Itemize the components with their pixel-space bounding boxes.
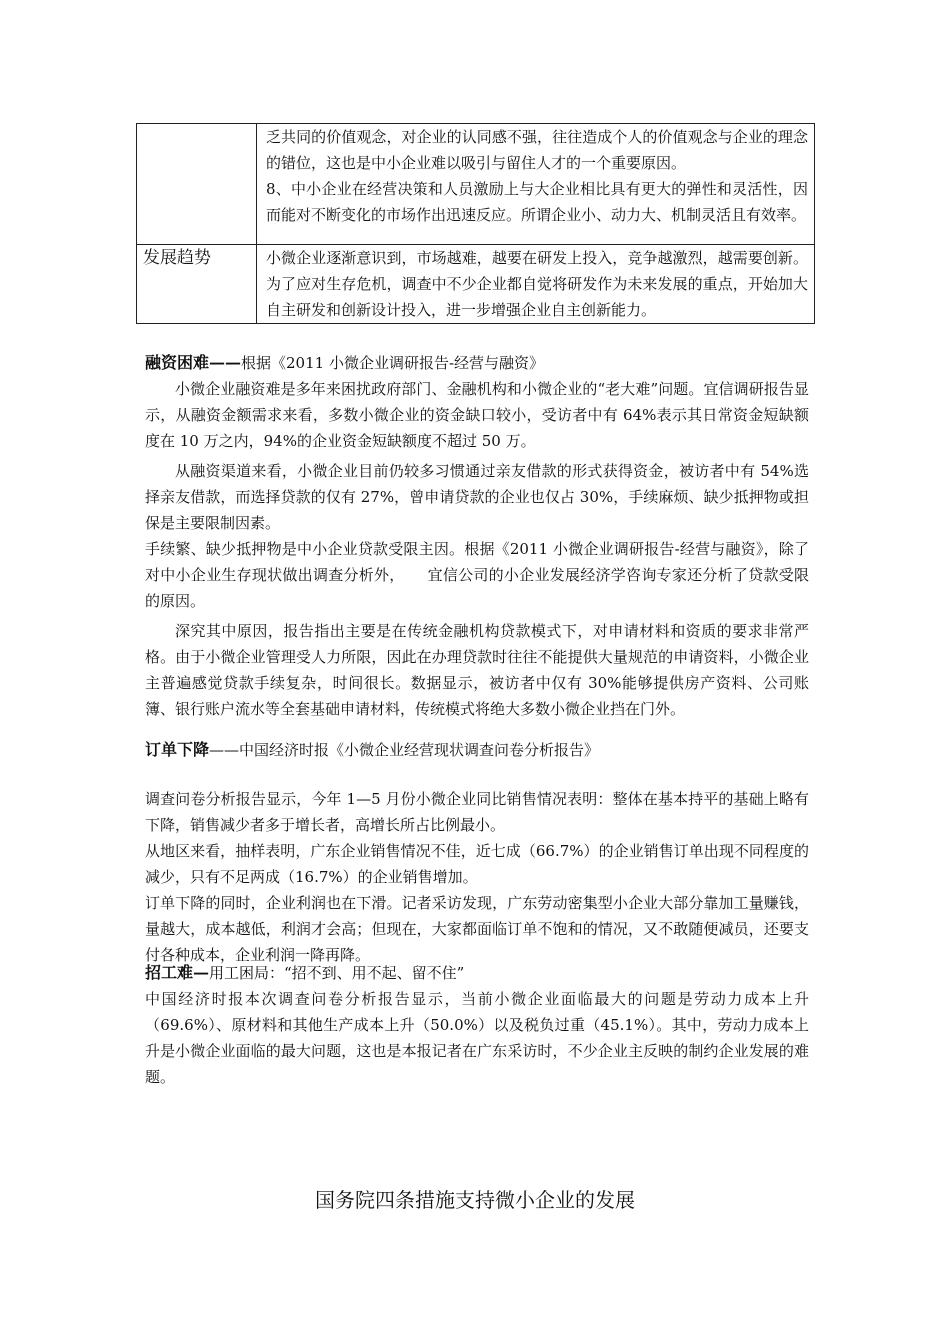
table-cell-line: 8、中小企业在经营决策和人员激励上与大企业相比具有更大的弹性和灵活性，因而能对不断变化的市场作出迅速反应。所谓企业小、动力大、机制灵活且有效率。 [266,180,808,224]
table-row-content: 小微企业逐渐意识到，市场越难，越要在研发上投入，竞争越激烈，越需要创新。为了应对生存危机，调查中不少企业都自觉将研发作为未来发展的重点，开始加大自主研发和创新设计投入，进一步增强企业自主创新能力。 [257,245,815,324]
paragraph: 小微企业融资难是多年来困扰政府部门、金融机构和小微企业的“老大难”问题。宜信调研报告显示，从融资金额需求来看，多数小微企业的资金缺口较小，受访者中有 64%表示其日常资金短缺额度在 10 万之内，94%的企业资金短缺额度不超过 50 万。 [145,380,809,450]
section-source: 用工困局：“招不到、用不起、留不住” [209,964,465,982]
financing-heading [145,350,809,376]
paragraph: 从融资渠道来看，小微企业目前仍较多习惯通过亲友借款的形式获得资金，被访者中有 54%选择亲友借款，而选择贷款的仅有 27%，曾申请贷款的企业也仅占 30%，手续麻烦、缺少抵押物或担保是主要限制因素。 [145,462,809,532]
info-table [136,123,815,324]
paragraph: 从地区来看，抽样表明，广东企业销售情况不佳，近七成（66.7%）的企业销售订单出现不同程度的减少，只有不足两成（16.7%）的企业销售增加。 [145,842,809,886]
section-heading: 融资困难—— [145,353,242,372]
document-title: 国务院四条措施支持微小企业的发展 [315,1188,635,1212]
section-heading: 订单下降 [145,740,210,759]
table-cell-line: 乏共同的价值观念，对企业的认同感不强，往往造成个人的价值观念与企业的理念的错位，这也是中小企业难以吸引与留住人才的一个重要原因。 [266,128,808,172]
orders-heading [145,737,809,763]
paragraph: 调查问卷分析报告显示，今年 1—5 月份小微企业同比销售情况表明：整体在基本持平的基础上略有下降，销售减少者多于增长者，高增长所占比例最小。 [145,790,809,834]
hiring-heading [145,960,809,986]
financing-body [145,376,809,722]
orders-body [145,786,809,968]
hiring-body [145,986,809,1090]
section-source: ——中国经济时报《小微企业经营现状调查问卷分析报告》 [209,741,600,759]
paragraph: 手续繁、缺少抵押物是中小企业贷款受限主因。根据《2011 小微企业调研报告-经营与融资》，除了对中小企业生存现状做出调查分析外， 宜信公司的小企业发展经济学咨询专家还分析了贷款受限的原因。 [145,540,809,610]
table-row-label: 发展趋势 [137,245,257,324]
paragraph: 深究其中原因，报告指出主要是在传统金融机构贷款模式下，对申请材料和资质的要求非常严格。由于小微企业管理受人力所限，因此在办理贷款时往往不能提供大量规范的申请资料，小微企业主普遍感觉贷款手续复杂，时间很长。数据显示，被访者中仅有 30%能够提供房产资料、公司账簿、银行账户流水等全套基础申请材料，传统模式将绝大多数小微企业挡在门外。 [145,622,809,718]
table-row [137,124,815,245]
table-row-label [137,124,257,245]
paragraph: 订单下降的同时，企业利润也在下滑。记者采访发现，广东劳动密集型小企业大部分靠加工量赚钱，量越大，成本越低，利润才会高；但现在，大家都面临订单不饱和的情况，又不敢随便减员，还要支付各种成本，企业利润一降再降。 [145,894,809,964]
table-row [137,245,815,324]
table-row-content [257,124,815,245]
paragraph: 中国经济时报本次调查问卷分析报告显示，当前小微企业面临最大的问题是劳动力成本上升（69.6%）、原材料和其他生产成本上升（50.0%）以及税负过重（45.1%）。其中，劳动力成本上升是小微企业面临的最大问题，这也是本报记者在广东采访时，不少企业主反映的制约企业发展的难题。 [145,990,809,1086]
section-source: 根据《2011 小微企业调研报告-经营与融资》 [241,354,545,372]
section-heading: 招工难— [145,963,210,982]
